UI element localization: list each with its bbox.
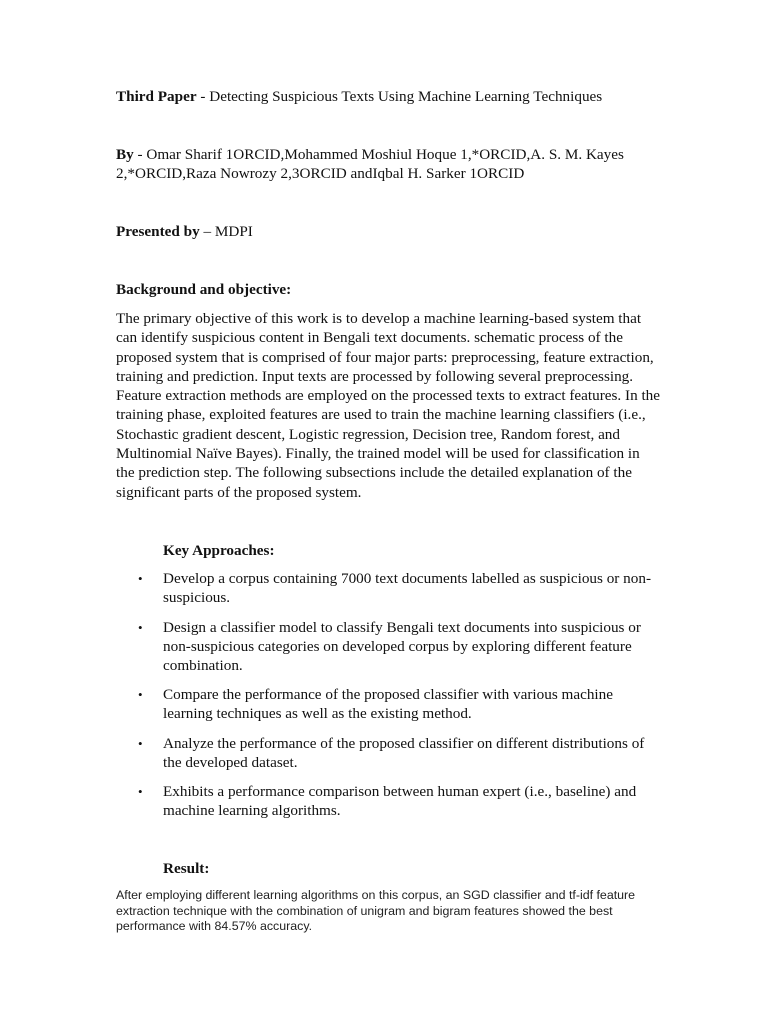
result-body: After employing different learning algorithms on this corpus, an SGD classifier and tf-idf feature extraction technique with the combination of unigram and bigram features showed the best performance with 84.57% accuracy.: [116, 888, 636, 934]
bullet-icon: •: [138, 687, 143, 702]
background-body: The primary objective of this work is to develop a machine learning-based system that can identify suspicious content in Bengali text documents. schematic process of the proposed system that is comprised of four major parts: preprocessing, feature extraction, training and prediction. Input texts are processed by following several preprocessing. Feature extraction methods are employed on the processed texts to extract features. In the training phase, exploited features are used to train the machine learning classifiers (i.e., Stochastic gradient descent, Logistic regression, Decision tree, Random forest, and Multinomial Naïve Bayes). Finally, the trained model will be used for classification in the prediction step. The following subsections include the detailed explanation of the significant parts of the proposed system.: [116, 310, 661, 501]
presenter-text: – MDPI: [199, 223, 253, 240]
paper-title-label: Third Paper: [116, 88, 197, 105]
bullet-icon: •: [138, 571, 143, 586]
bullet-icon: •: [138, 620, 143, 635]
list-item-text: Exhibits a performance comparison between human expert (i.e., baseline) and machine learning algorithms.: [163, 783, 637, 820]
list-item: [116, 569, 661, 607]
background-heading: Background and objective:: [116, 281, 292, 298]
authors-text: - Omar Sharif 1ORCID,Mohammed Moshiul Hoque 1,*ORCID,A. S. M. Kayes 2,*ORCID,Raza Nowrozy 2,3ORCID andIqbal H. Sarker 1ORCID: [116, 146, 624, 183]
list-item: [116, 618, 661, 676]
authors-line: [116, 145, 661, 184]
bullet-icon: •: [138, 736, 143, 751]
paper-title-text: - Detecting Suspicious Texts Using Machine Learning Techniques: [196, 88, 603, 105]
paper-title: [116, 87, 661, 106]
authors-label: By: [116, 146, 134, 163]
list-item: [116, 782, 661, 820]
list-item-text: Develop a corpus containing 7000 text documents labelled as suspicious or non-suspicious.: [163, 570, 652, 607]
list-item: [116, 685, 661, 723]
presenter-line: [116, 222, 661, 241]
bullet-icon: •: [138, 784, 143, 799]
list-item-text: Analyze the performance of the proposed classifier on different distributions of the developed dataset.: [163, 735, 645, 772]
list-item-text: Compare the performance of the proposed classifier with various machine learning techniques as well as the existing method.: [163, 686, 613, 723]
list-item-text: Design a classifier model to classify Bengali text documents into suspicious or non-suspicious categories on developed corpus by exploring different feature combination.: [163, 619, 641, 675]
list-item: [116, 734, 661, 772]
presenter-label: Presented by: [116, 223, 200, 240]
result-heading: Result:: [163, 860, 210, 877]
key-approaches-heading: Key Approaches:: [163, 542, 275, 559]
